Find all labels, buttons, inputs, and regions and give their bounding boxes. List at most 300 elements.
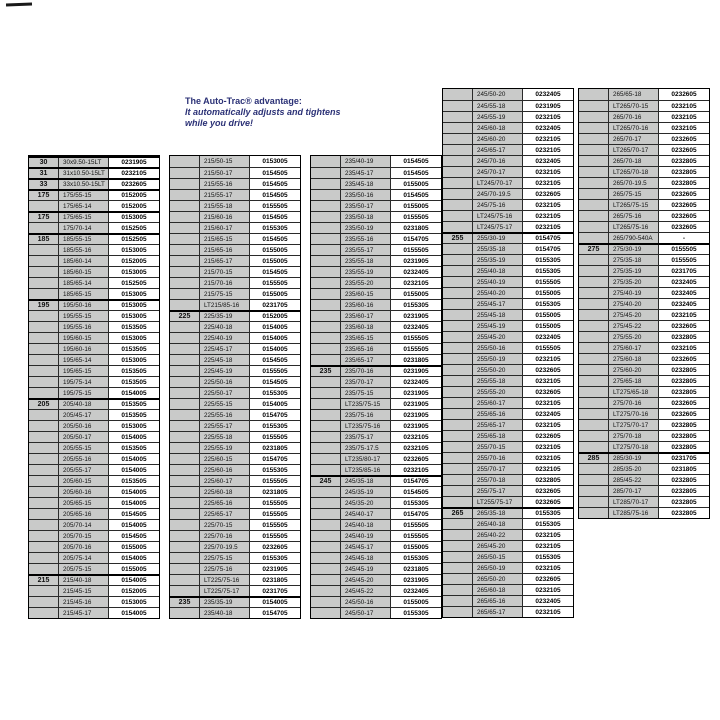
table-row bbox=[443, 573, 573, 584]
part-number: 0155305 bbox=[250, 553, 300, 563]
table-row bbox=[311, 398, 441, 409]
tire-size: 225/40-18 bbox=[200, 322, 250, 332]
part-number: 0153005 bbox=[109, 355, 159, 365]
size-group-label bbox=[170, 156, 200, 167]
size-group-label bbox=[29, 256, 59, 266]
tire-size: 255/70-16 bbox=[473, 453, 523, 463]
size-group-label bbox=[443, 101, 473, 111]
size-group-label bbox=[579, 475, 609, 485]
tire-size: 255/50-19 bbox=[473, 354, 523, 364]
size-group-label bbox=[311, 388, 341, 398]
part-number: 0155305 bbox=[250, 465, 300, 475]
part-number: 0232805 bbox=[659, 156, 709, 166]
table-row bbox=[29, 541, 159, 552]
size-group-label bbox=[579, 167, 609, 177]
part-number: 0231905 bbox=[391, 256, 441, 266]
table-row bbox=[579, 364, 709, 375]
size-group-label bbox=[311, 344, 341, 354]
tire-size: 205/75-14 bbox=[59, 553, 109, 563]
part-number: 0231905 bbox=[391, 421, 441, 431]
tire-size: 225/70-19.5 bbox=[200, 542, 250, 552]
size-group-label bbox=[170, 421, 200, 431]
size-group-label bbox=[443, 222, 473, 232]
tire-size: 245/45-22 bbox=[341, 586, 391, 596]
table-row bbox=[579, 276, 709, 287]
part-number: 0155505 bbox=[391, 245, 441, 255]
part-number: 0155505 bbox=[250, 509, 300, 519]
table-row bbox=[443, 463, 573, 474]
part-number: 0232105 bbox=[523, 200, 573, 210]
part-number: 0232605 bbox=[659, 200, 709, 210]
size-group-label bbox=[579, 376, 609, 386]
part-number: 0153505 bbox=[109, 344, 159, 354]
tire-size: 255/55-20 bbox=[473, 387, 523, 397]
part-number: 0232805 bbox=[659, 365, 709, 375]
size-group-label bbox=[311, 465, 341, 475]
table-row bbox=[29, 585, 159, 596]
table-row bbox=[29, 332, 159, 343]
part-number: 0232405 bbox=[391, 586, 441, 596]
table-row bbox=[579, 188, 709, 199]
size-group-label bbox=[579, 211, 609, 221]
size-group-label bbox=[311, 487, 341, 497]
size-group-label bbox=[311, 509, 341, 519]
table-row bbox=[311, 178, 441, 189]
size-group-label bbox=[443, 486, 473, 496]
tire-size: 235/35-19 bbox=[200, 598, 250, 607]
size-group-label bbox=[443, 112, 473, 122]
size-group-label bbox=[170, 520, 200, 530]
tire-size: LT265/75-16 bbox=[609, 222, 659, 232]
size-group-label bbox=[29, 553, 59, 563]
size-group-label bbox=[579, 178, 609, 188]
size-group-label bbox=[443, 585, 473, 595]
tire-size: 225/50-16 bbox=[200, 377, 250, 387]
size-group-label bbox=[311, 256, 341, 266]
tire-size: 265/40-18 bbox=[473, 519, 523, 529]
size-group-label bbox=[29, 597, 59, 607]
part-number: 0232105 bbox=[523, 145, 573, 155]
tire-size: 225/55-17 bbox=[200, 421, 250, 431]
size-group-label: 205 bbox=[29, 400, 59, 409]
part-number: 0232605 bbox=[659, 211, 709, 221]
table-row bbox=[579, 155, 709, 166]
part-number: 0155505 bbox=[391, 520, 441, 530]
size-group-label bbox=[311, 443, 341, 453]
size-group-label bbox=[579, 255, 609, 265]
table-row bbox=[29, 519, 159, 530]
size-group-label bbox=[29, 223, 59, 233]
advantage-title: The Auto-Trac® advantage: bbox=[185, 96, 302, 106]
table-row bbox=[29, 508, 159, 519]
tire-size: LT265/70-15 bbox=[609, 101, 659, 111]
tire-size-table-4 bbox=[442, 88, 574, 618]
tire-size: 245/50-20 bbox=[473, 89, 523, 100]
size-group-label bbox=[579, 156, 609, 166]
table-row bbox=[311, 343, 441, 354]
tire-size: 195/55-16 bbox=[59, 322, 109, 332]
size-group-label bbox=[311, 410, 341, 420]
part-number: 0232605 bbox=[523, 497, 573, 507]
size-group-label bbox=[443, 541, 473, 551]
size-group-label bbox=[443, 211, 473, 221]
part-number: 0231905 bbox=[250, 564, 300, 574]
size-group-label bbox=[170, 168, 200, 178]
part-number: 0155505 bbox=[391, 344, 441, 354]
tire-size: 265/40-22 bbox=[473, 530, 523, 540]
size-group-label bbox=[579, 145, 609, 155]
size-group-label bbox=[311, 564, 341, 574]
tire-size: 225/55-19 bbox=[200, 443, 250, 453]
size-group-label bbox=[443, 530, 473, 540]
part-number: 0152505 bbox=[109, 278, 159, 288]
advantage-text-line2: while you drive! bbox=[185, 118, 254, 128]
tire-size: 215/70-15 bbox=[200, 267, 250, 277]
size-group-label bbox=[311, 421, 341, 431]
tire-size: 265/45-20 bbox=[473, 541, 523, 551]
tire-size: 185/60-14 bbox=[59, 256, 109, 266]
table-row bbox=[29, 486, 159, 497]
size-group-label bbox=[579, 431, 609, 441]
tire-size: 245/50-16 bbox=[341, 597, 391, 607]
size-group-label: 235 bbox=[170, 598, 200, 607]
part-number: 0153505 bbox=[109, 400, 159, 409]
part-number: 0153505 bbox=[109, 410, 159, 420]
table-row bbox=[579, 265, 709, 276]
part-number: 0154005 bbox=[250, 598, 300, 607]
part-number: 0232405 bbox=[523, 123, 573, 133]
tire-size: 245/65-17 bbox=[473, 145, 523, 155]
table-row bbox=[311, 453, 441, 464]
size-group-label bbox=[311, 432, 341, 442]
table-row bbox=[443, 595, 573, 606]
table-row bbox=[311, 376, 441, 387]
table-row bbox=[29, 574, 159, 585]
part-number: 0232105 bbox=[523, 420, 573, 430]
size-group-label bbox=[29, 465, 59, 475]
part-number: 0232605 bbox=[523, 486, 573, 496]
part-number: 0154705 bbox=[250, 608, 300, 618]
table-row bbox=[443, 89, 573, 100]
tire-size: 225/60-15 bbox=[200, 454, 250, 464]
table-row bbox=[311, 211, 441, 222]
part-number: 0155305 bbox=[523, 299, 573, 309]
table-row bbox=[311, 310, 441, 321]
table-row bbox=[29, 387, 159, 398]
part-number: 0155005 bbox=[391, 201, 441, 211]
size-group-label bbox=[579, 464, 609, 474]
table-row bbox=[443, 606, 573, 617]
part-number: 0155505 bbox=[250, 498, 300, 508]
size-group-label bbox=[579, 266, 609, 276]
table-row bbox=[29, 365, 159, 376]
tire-size: 275/60-17 bbox=[609, 343, 659, 353]
table-row bbox=[170, 321, 300, 332]
tire-size: 245/70-19.5 bbox=[473, 189, 523, 199]
table-row bbox=[311, 431, 441, 442]
part-number: 0232805 bbox=[523, 475, 573, 485]
tire-size: 235/55-17 bbox=[341, 245, 391, 255]
part-number: 0231905 bbox=[391, 311, 441, 321]
tire-size: 235/50-19 bbox=[341, 223, 391, 233]
table-row bbox=[311, 365, 441, 376]
table-row bbox=[443, 254, 573, 265]
part-number: 0232405 bbox=[523, 596, 573, 606]
tire-size: 275/35-18 bbox=[609, 255, 659, 265]
tire-size: 265/75-15 bbox=[609, 189, 659, 199]
table-row bbox=[311, 541, 441, 552]
size-group-label bbox=[170, 443, 200, 453]
table-row bbox=[579, 221, 709, 232]
size-group-label bbox=[170, 355, 200, 365]
tire-size: 30x9.50-15LT bbox=[59, 158, 109, 167]
size-group-label bbox=[170, 542, 200, 552]
tire-size: LT255/75-17 bbox=[473, 497, 523, 507]
size-group-label: 225 bbox=[170, 312, 200, 321]
tire-size: 225/35-19 bbox=[200, 312, 250, 321]
tire-size: 275/60-18 bbox=[609, 354, 659, 364]
size-group-label bbox=[29, 443, 59, 453]
table-row bbox=[170, 189, 300, 200]
part-number: 0232605 bbox=[250, 542, 300, 552]
part-number: 0155505 bbox=[523, 343, 573, 353]
part-number: 0154505 bbox=[391, 487, 441, 497]
part-number: 0152005 bbox=[109, 256, 159, 266]
size-group-label bbox=[443, 299, 473, 309]
part-number: 0154005 bbox=[250, 322, 300, 332]
part-number: 0153005 bbox=[109, 245, 159, 255]
size-group-label bbox=[311, 322, 341, 332]
tire-size: 235/50-18 bbox=[341, 212, 391, 222]
tire-size: 245/45-18 bbox=[341, 553, 391, 563]
size-group-label bbox=[443, 123, 473, 133]
part-number: 0232605 bbox=[523, 189, 573, 199]
table-row bbox=[170, 475, 300, 486]
size-group-label bbox=[579, 200, 609, 210]
part-number: 0232405 bbox=[523, 332, 573, 342]
table-row bbox=[311, 442, 441, 453]
tire-size: 205/75-15 bbox=[59, 564, 109, 574]
table-row bbox=[579, 485, 709, 496]
size-group-label bbox=[311, 223, 341, 233]
part-number: 0231705 bbox=[250, 300, 300, 310]
part-number: 0152005 bbox=[109, 586, 159, 596]
size-group-label bbox=[170, 432, 200, 442]
table-row bbox=[443, 111, 573, 122]
table-row bbox=[29, 200, 159, 211]
table-row bbox=[311, 519, 441, 530]
tire-size: 285/70-17 bbox=[609, 486, 659, 496]
table-row bbox=[170, 497, 300, 508]
size-group-label bbox=[29, 289, 59, 299]
tire-size: 205/55-16 bbox=[59, 454, 109, 464]
part-number: 0232405 bbox=[523, 89, 573, 100]
tire-size: 275/40-20 bbox=[609, 299, 659, 309]
tire-size: 255/65-16 bbox=[473, 409, 523, 419]
tire-size: 215/50-15 bbox=[200, 156, 250, 167]
part-number: 0232405 bbox=[659, 288, 709, 298]
tire-size: 215/45-17 bbox=[59, 608, 109, 618]
size-group-label: 185 bbox=[29, 235, 59, 244]
tire-size: LT265/70-16 bbox=[609, 123, 659, 133]
size-group-label bbox=[170, 245, 200, 255]
part-number: 0154005 bbox=[250, 399, 300, 409]
size-group-label bbox=[443, 321, 473, 331]
part-number: 0154505 bbox=[250, 168, 300, 178]
part-number: 0154505 bbox=[250, 377, 300, 387]
table-row bbox=[579, 298, 709, 309]
part-number: 0232405 bbox=[391, 267, 441, 277]
part-number: 0232805 bbox=[659, 442, 709, 452]
part-number: 0232805 bbox=[659, 178, 709, 188]
part-number: 0155305 bbox=[523, 266, 573, 276]
table-row bbox=[170, 398, 300, 409]
size-group-label bbox=[311, 245, 341, 255]
part-number: 0154505 bbox=[250, 212, 300, 222]
tire-size: LT275/70-17 bbox=[609, 420, 659, 430]
part-number: 0153005 bbox=[109, 421, 159, 431]
tire-size: 195/60-15 bbox=[59, 333, 109, 343]
tire-size: 235/40-18 bbox=[200, 608, 250, 618]
part-number: 0155305 bbox=[250, 388, 300, 398]
size-group-label bbox=[29, 333, 59, 343]
size-group-label: 235 bbox=[311, 367, 341, 376]
tire-size: 215/45-15 bbox=[59, 586, 109, 596]
table-row bbox=[579, 133, 709, 144]
tire-size: 235/55-20 bbox=[341, 278, 391, 288]
tire-size: 215/75-15 bbox=[200, 289, 250, 299]
part-number: 0232105 bbox=[523, 464, 573, 474]
table-row bbox=[170, 409, 300, 420]
size-group-label bbox=[443, 167, 473, 177]
part-number: 0155505 bbox=[250, 531, 300, 541]
part-number: 0153505 bbox=[109, 322, 159, 332]
tire-size: 255/55-18 bbox=[473, 376, 523, 386]
tire-size: 205/40-18 bbox=[59, 400, 109, 409]
table-row bbox=[443, 133, 573, 144]
size-group-label bbox=[311, 597, 341, 607]
table-row bbox=[579, 496, 709, 507]
size-group-label bbox=[579, 409, 609, 419]
size-group-label bbox=[579, 354, 609, 364]
tire-size: 205/65-15 bbox=[59, 498, 109, 508]
part-number: 0232105 bbox=[523, 585, 573, 595]
table-row bbox=[579, 419, 709, 430]
size-group-label: 215 bbox=[29, 576, 59, 585]
size-group-label bbox=[579, 222, 609, 232]
tire-size: 225/70-15 bbox=[200, 520, 250, 530]
table-row bbox=[170, 431, 300, 442]
part-number: 0153005 bbox=[109, 301, 159, 310]
tire-size: 245/55-19 bbox=[473, 112, 523, 122]
table-row bbox=[170, 354, 300, 365]
part-number: 0231905 bbox=[391, 388, 441, 398]
table-row bbox=[311, 552, 441, 563]
tire-size: 255/35-18 bbox=[473, 244, 523, 254]
size-group-label bbox=[579, 277, 609, 287]
part-number: 0152505 bbox=[109, 235, 159, 244]
table-row bbox=[170, 530, 300, 541]
size-group-label bbox=[29, 278, 59, 288]
size-group-label bbox=[443, 519, 473, 529]
table-row bbox=[170, 266, 300, 277]
tire-size: LT235/85-16 bbox=[341, 465, 391, 475]
size-group-label bbox=[29, 410, 59, 420]
tire-size: 175/55-15 bbox=[59, 191, 109, 200]
table-row bbox=[579, 474, 709, 485]
tire-size: 265/60-18 bbox=[473, 585, 523, 595]
size-group-label bbox=[311, 212, 341, 222]
part-number: 0231905 bbox=[523, 101, 573, 111]
tire-size: 265/50-20 bbox=[473, 574, 523, 584]
size-group-label bbox=[311, 608, 341, 618]
size-group-label: 195 bbox=[29, 301, 59, 310]
part-number: 0154005 bbox=[109, 608, 159, 618]
tire-size: 245/35-20 bbox=[341, 498, 391, 508]
size-group-label: 31 bbox=[29, 169, 59, 178]
tire-size: 235/60-18 bbox=[341, 322, 391, 332]
part-number: 0232605 bbox=[523, 387, 573, 397]
part-number: 0155505 bbox=[250, 476, 300, 486]
tire-size: 245/40-19 bbox=[341, 531, 391, 541]
tire-size: 275/40-19 bbox=[609, 288, 659, 298]
size-group-label bbox=[170, 212, 200, 222]
size-group-label bbox=[443, 596, 473, 606]
tire-size: 275/30-19 bbox=[609, 245, 659, 254]
part-number: 0153005 bbox=[109, 267, 159, 277]
size-group-label bbox=[443, 497, 473, 507]
table-row bbox=[29, 299, 159, 310]
size-group-label bbox=[29, 498, 59, 508]
size-group-label bbox=[29, 542, 59, 552]
tire-size: 205/60-16 bbox=[59, 487, 109, 497]
size-group-label bbox=[170, 454, 200, 464]
size-group-label bbox=[311, 553, 341, 563]
tire-size: 215/50-17 bbox=[200, 168, 250, 178]
part-number: 0231705 bbox=[250, 586, 300, 596]
table-row bbox=[443, 485, 573, 496]
size-group-label bbox=[443, 387, 473, 397]
table-row bbox=[170, 167, 300, 178]
part-number: 0153005 bbox=[109, 213, 159, 222]
tire-size: 255/40-20 bbox=[473, 288, 523, 298]
tire-size: 225/45-17 bbox=[200, 344, 250, 354]
size-group-label bbox=[311, 575, 341, 585]
size-group-label bbox=[29, 487, 59, 497]
table-row bbox=[443, 309, 573, 320]
part-number: 0155305 bbox=[391, 553, 441, 563]
tire-size: 255/40-19 bbox=[473, 277, 523, 287]
table-row bbox=[29, 178, 159, 189]
part-number: 0232105 bbox=[659, 101, 709, 111]
table-row bbox=[170, 200, 300, 211]
table-row bbox=[443, 221, 573, 232]
table-row bbox=[29, 464, 159, 475]
tire-size: 235/65-16 bbox=[341, 344, 391, 354]
table-row bbox=[443, 419, 573, 430]
size-group-label bbox=[579, 387, 609, 397]
table-row bbox=[170, 563, 300, 574]
tire-size: 235/55-18 bbox=[341, 256, 391, 266]
part-number: 0154505 bbox=[109, 509, 159, 519]
tire-size: 195/55-15 bbox=[59, 311, 109, 321]
table-row bbox=[579, 463, 709, 474]
tire-size: 255/65-18 bbox=[473, 431, 523, 441]
size-group-label bbox=[443, 310, 473, 320]
tire-size: 235/40-19 bbox=[341, 156, 391, 167]
table-row bbox=[29, 321, 159, 332]
table-row bbox=[443, 386, 573, 397]
